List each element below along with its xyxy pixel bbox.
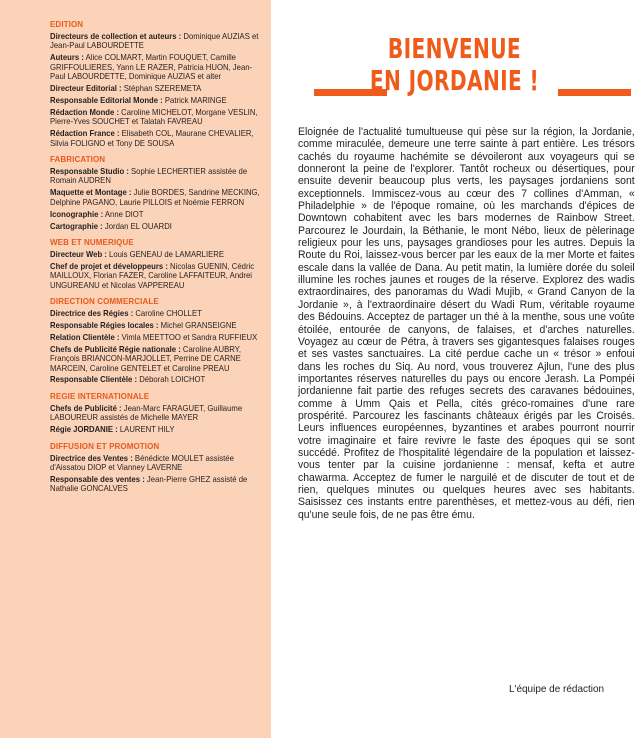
credit-names: Anne DIOT [104, 208, 144, 219]
credit-names: Caroline AUBRY, François BRIANCON-MARJOLLET, Perrine DE CARNE MARCEIN, Caroline GENTELET et Caroline PREAU [50, 343, 241, 373]
signature: L'équipe de rédaction [508, 683, 604, 695]
credit-names: Bénédicte MOULET assistée d'Aissatou DIOP et Vianney LAVERNE [50, 452, 234, 472]
main-column [271, 0, 638, 738]
section-title: REGIE INTERNATIONALE [50, 391, 150, 401]
credit-entry [50, 454, 262, 473]
credit-names: LAURENT HILY [119, 424, 175, 435]
credit-names: Sophie LECHERTIER assistée de Romain AUDREN [50, 165, 248, 186]
credits-section [50, 297, 263, 385]
intro-text: Eloignée de l'actualité tumultueuse qui pèse sur la région, la Jordanie, comme miraculée, demeure une terre sainte à part entière. Les trésors cachés du royaume hachémite se dévoileront aux voyageurs qui se donneront la peine de l'explorer. Tantôt rocheux ou désertiques, pour ensuite devenir beaucoup plus verts, les paysages jordaniens sont exceptionnels. Immiscez-vous au cœur des 7 collines d'Amman, « Philadelphie » de l'époque romaine, où les marchands d'épices de Downtown cohabitent avec les bars modernes de Rainbow Street. Parcourez le Jourdain, la Béthanie, le mont Nébo, lieux de pèlerinage religieux pour les uns, paysages grandioses pour les autres. Depuis la Route du Roi, laissez-vous bercer par les eaux de la mer Morte et faites escale dans la vallée de Dana. Au petit matin, la lumière dorée du soleil illumine les roches jaunes et rouges de la réserve. Explorez des wadis extraordinaires, des panoramas du Wadi Mujib, « Grand Canyon de la Jordanie », à l'extraordinaire désert du Wadi Rum, véritable royaume des Bédouins. Acceptez de partager un thé à la menthe, sous une voûte étoilée, entourée de canyons, de falaises, et d'arches naturelles. Voyagez au cœur de Pétra, à travers ses gigantesques falaises rouges et ses vastes sanctuaires. La cité perdue cache un « trésor » enfoui dans les roches du Siq. Au nord, vous trouverez Ajlun, l'une des plus importantes réserves naturelles du pays ou encore Jerash. La Pompéi jordanienne fait partie des refuges secrets des caravanes bédouines, comme à Umm Qais et Pella, cités gréco-romaines d'une rare prospérité. Parcourez les fascinants châteaux érigés par les Croisés. Leurs influences européennes, byzantines et arabes pourront nourrir votre imaginaire et faire revivre le faste des époques qui se sont succédé. Profitez de l'hospitalité légendaire de la population et laissez-vous tenter par la cuisine jordanienne : mensaf, kefta et autre chawarma. Acceptez de fumer le narguilé et de discuter de tout et de rien, quelques minutes ou quelques heures avec ses habitants. Saisissez ces instants entre parenthèses, et mettez-vous au défi, rien qu'une seule fois, de ne pas être ému. [298, 126, 635, 521]
credit-entry [50, 345, 262, 373]
credit-entry [50, 210, 262, 219]
credit-entry [50, 96, 262, 105]
credit-role: Directrice des Régies : [50, 308, 134, 319]
credit-names: Déborah LOICHOT [139, 374, 206, 385]
credit-role: Rédaction Monde : [50, 106, 120, 117]
credit-entry [50, 188, 262, 207]
section-title: DIRECTION COMMERCIALE [50, 297, 159, 307]
credit-role: Cartographie : [50, 220, 103, 231]
credit-role: Chefs de Publicité Régie nationale : [50, 343, 181, 354]
credit-names: Nicolas GUENIN, Cédric MAILLOUX, Florian FAZER, Caroline LAFFAITEUR, Andrei UNGUREANU et Nicolas VAPPEREAU [50, 260, 255, 290]
credit-entry [50, 84, 262, 93]
credit-names: Patrick MARINGE [164, 94, 227, 105]
credits-section [50, 392, 263, 435]
credit-entry [50, 333, 262, 342]
credit-role: Responsable Régies locales : [50, 319, 159, 330]
credit-role: Directrice des Ventes : [50, 452, 133, 463]
section-title: DIFFUSION ET PROMOTION [50, 441, 160, 451]
credit-names: Elisabeth COL, Maurane CHEVALIER, Silvia FOLIGNO et Tony DE SOUSA [50, 128, 254, 148]
credit-role: Directeur Editorial : [50, 83, 122, 94]
credit-names: Louis GENEAU de LAMARLIERE [109, 248, 224, 259]
credit-role: Responsable Studio : [50, 165, 129, 176]
credit-names: Jean-Marc FARAGUET, Guillaume LABOUREUR assistés de Michelle MAYER [50, 402, 243, 423]
credit-role: Auteurs : [50, 52, 84, 63]
credit-entry [50, 425, 262, 434]
credit-role: Directeurs de collection et auteurs : [50, 31, 182, 41]
credit-names: Julie BORDES, Sandrine MECKING, Delphine PAGANO, Laurie PILLOIS et Noémie FERRON [50, 187, 260, 207]
credit-role: Responsable Clientèle : [50, 374, 138, 385]
credits-section [50, 20, 263, 148]
credit-entry [50, 32, 262, 51]
credit-entry [50, 475, 262, 494]
credit-role: Relation Clientèle : [50, 331, 120, 342]
credits-section [50, 442, 263, 494]
section-title: FABRICATION [50, 154, 106, 164]
credit-role: Maquette et Montage : [50, 187, 132, 198]
credit-names: Dominique AUZIAS et Jean-Paul LABOURDETTE [50, 31, 259, 51]
credit-entry [50, 309, 262, 318]
credit-entry [50, 222, 262, 231]
credit-role: Responsable des ventes : [50, 473, 145, 484]
credit-role: Régie JORDANIE : [50, 424, 118, 435]
credit-names: Alice COLMART, Martin FOUQUET, Camille GRIFFOULIERES, Yann LE RAZER, Patricia HUON, Jean-Paul LABOURDETTE, Dominique AUZIAS et alter [50, 52, 253, 82]
credit-entry [50, 129, 262, 148]
credit-role: Responsable Editorial Monde : [50, 94, 163, 105]
credit-entry [50, 375, 262, 384]
section-title: WEB ET NUMERIQUE [50, 237, 134, 247]
title-bar-right [558, 89, 631, 96]
credit-entry [50, 262, 262, 290]
credit-names: Caroline MICHELOT, Morgane VESLIN, Pierre-Yves SOUCHET et Talatah FAVREAU [50, 106, 258, 127]
credits-sidebar [0, 0, 271, 738]
credit-entry [50, 321, 262, 330]
credit-names: Michel GRANSEIGNE [160, 319, 237, 330]
credits-section [50, 155, 263, 231]
credit-entry [50, 250, 262, 259]
credit-entry [50, 167, 262, 186]
credit-entry [50, 108, 262, 127]
credit-names: Jean-Pierre GHEZ assisté de Nathalie GONCALVES [50, 473, 248, 494]
credit-role: Chef de projet et développeurs : [50, 260, 168, 271]
credit-role: Rédaction France : [50, 128, 120, 139]
page-title-line-1: BIENVENUE [387, 32, 522, 65]
credit-role: Directeur Web : [50, 248, 107, 259]
credit-entry [50, 53, 262, 81]
credit-names: Jordan EL OUARDI [104, 220, 172, 231]
credits-section [50, 238, 263, 290]
credit-entry [50, 404, 262, 423]
credit-role: Iconographie : [50, 208, 104, 219]
credit-names: Stéphan SZEREMETA [123, 83, 202, 94]
credit-role: Chefs de Publicité : [50, 402, 122, 413]
page-title-line-2: EN JORDANIE ! [369, 64, 540, 97]
credit-names: Caroline CHOLLET [135, 308, 202, 319]
section-title: EDITION [50, 20, 84, 29]
credit-names: Vimla MEETTOO et Sandra RUFFIEUX [121, 331, 258, 342]
